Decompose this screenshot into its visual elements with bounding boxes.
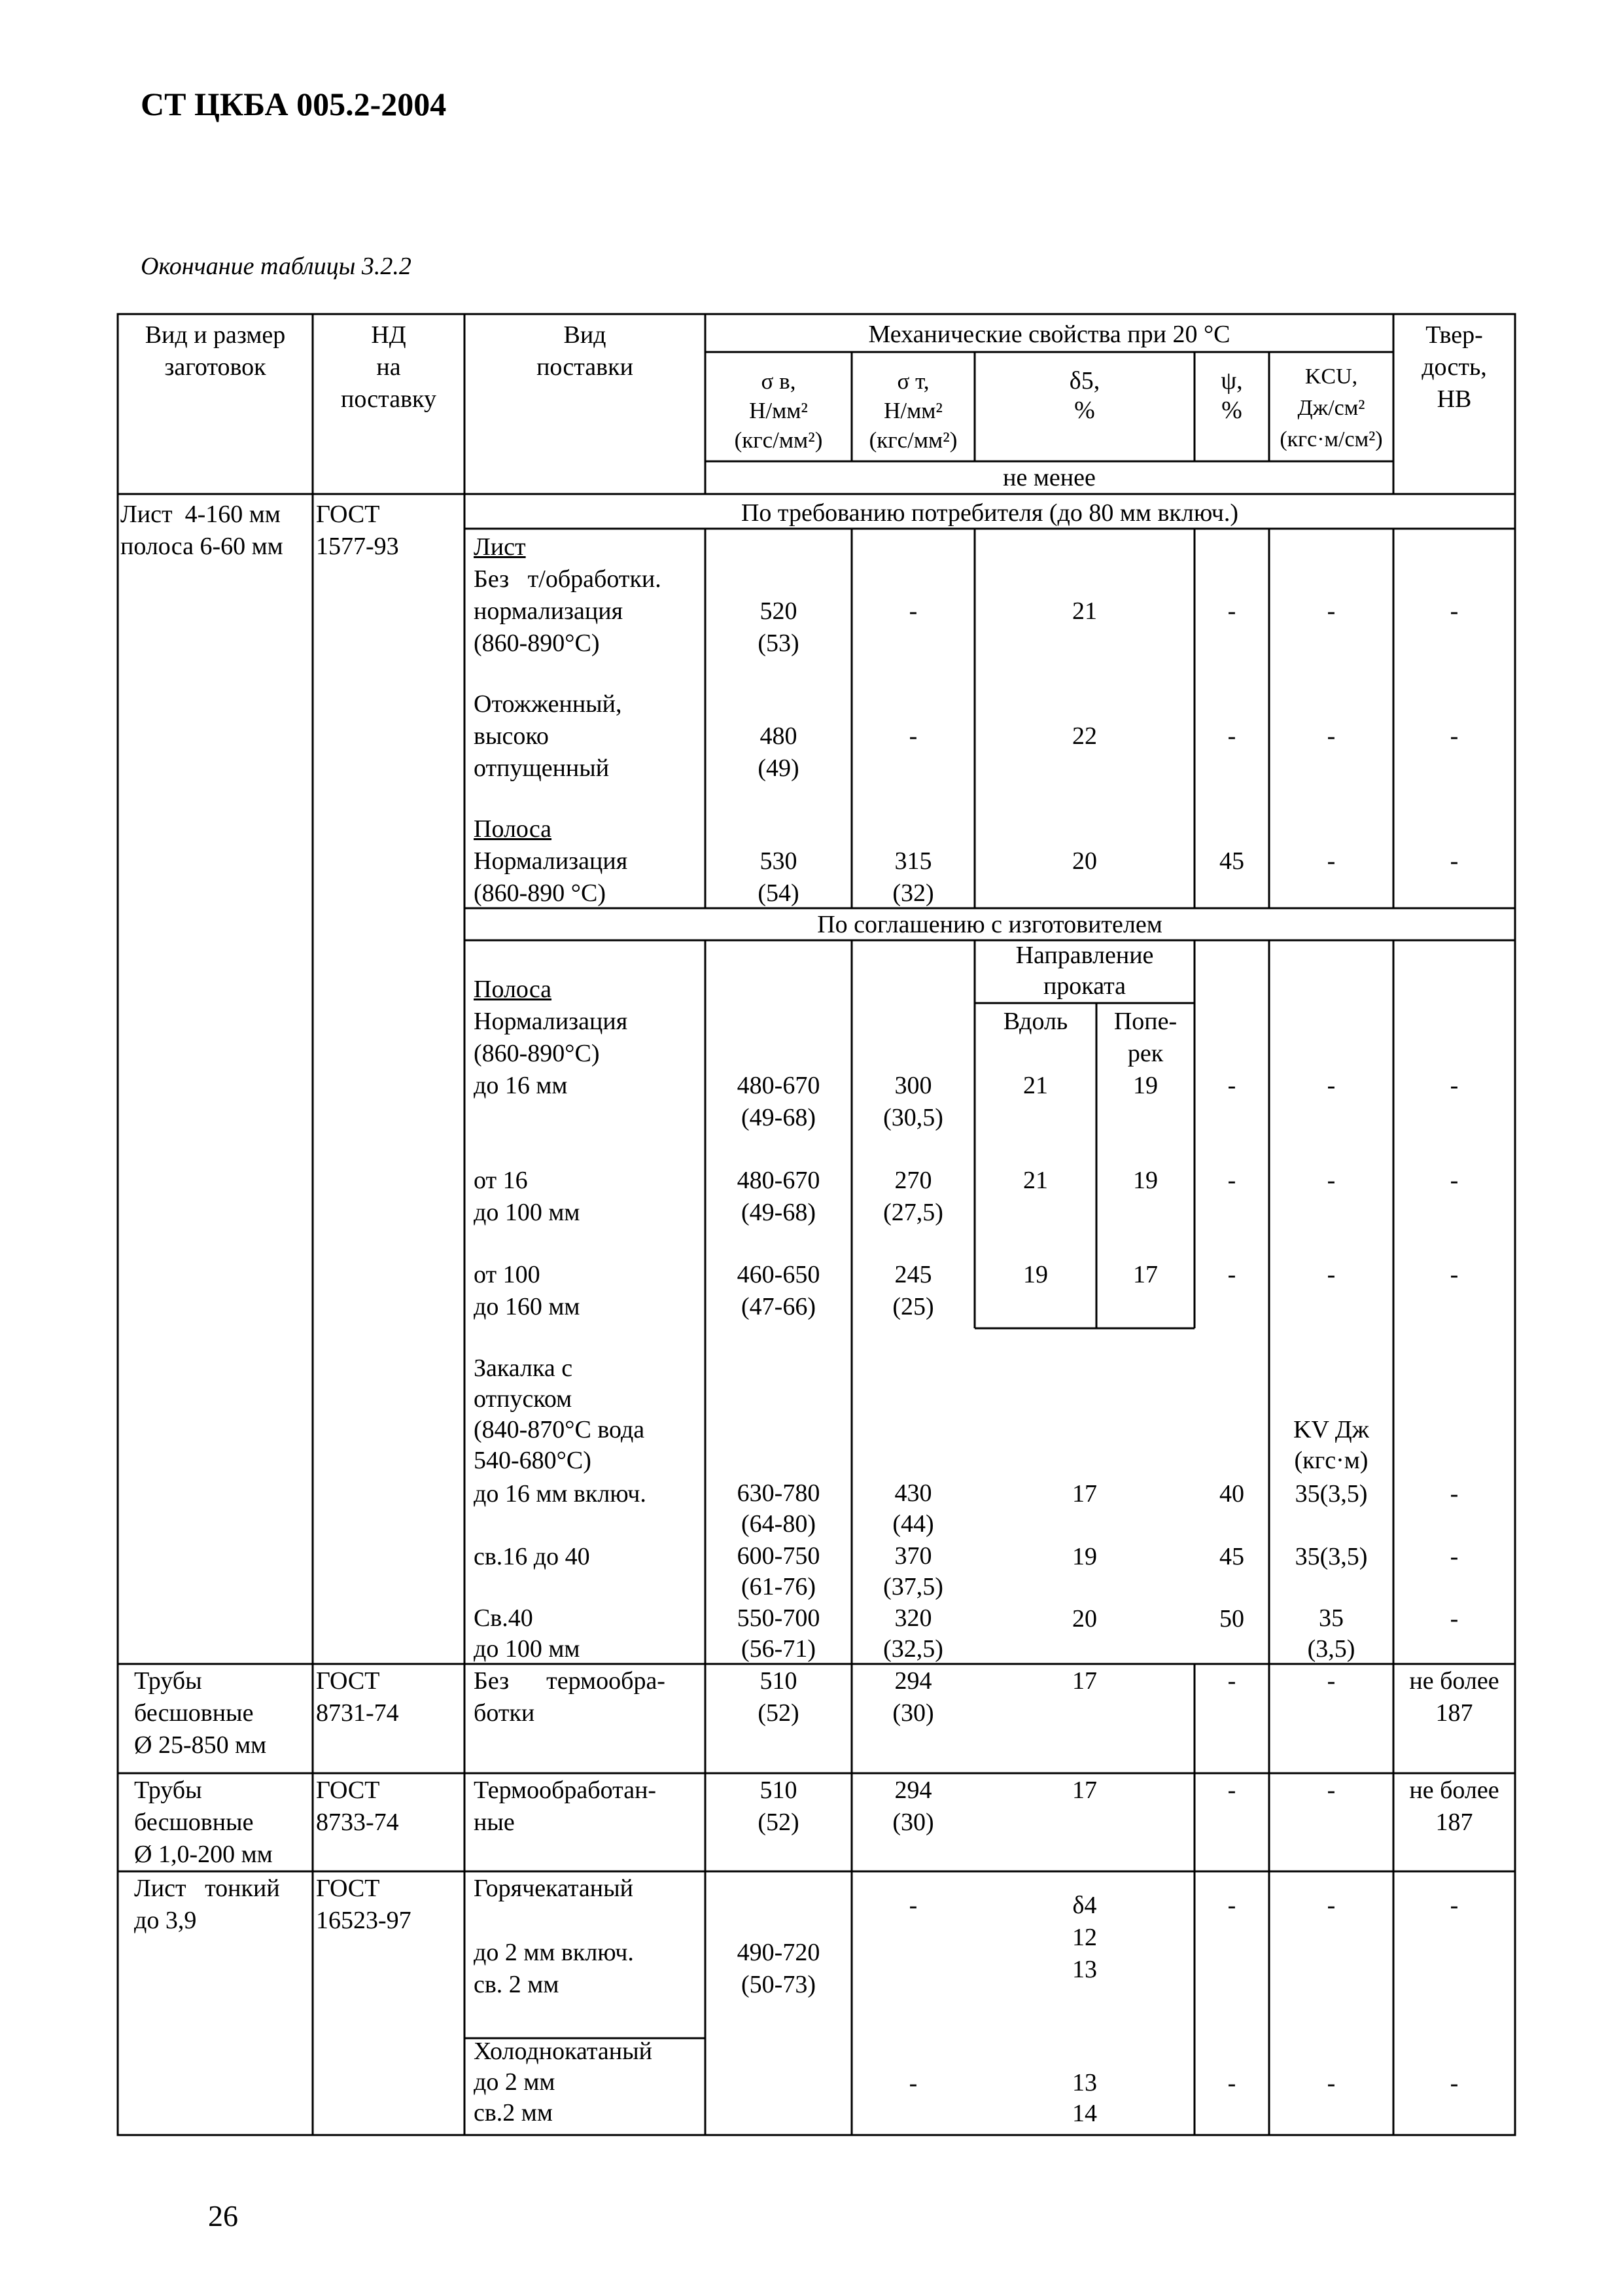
header-sigma-t: σ т, Н/мм² (кгс/мм²) bbox=[869, 368, 958, 453]
row7-sigma-t: 430 (44) bbox=[892, 1479, 934, 1538]
thin-sheet-nd: ГОСТ 16523-97 bbox=[316, 1875, 411, 1934]
cold-rolled-type: Холоднокатаный до 2 мм св.2 мм bbox=[474, 2038, 652, 2127]
pipes1-sigma-t: 294 (30) bbox=[892, 1667, 934, 1727]
pipes1-nd: ГОСТ 8731-74 bbox=[316, 1667, 399, 1727]
thin-sheet-name: Лист тонкий до 3,9 bbox=[134, 1875, 280, 1934]
row7-delta5: 17 bbox=[1072, 1480, 1097, 1508]
row6-sigma-t: 245 (25) bbox=[892, 1261, 934, 1320]
header-mech-properties: Механические свойства при 20 °С bbox=[868, 321, 1230, 348]
strip-label-2: Полоса bbox=[474, 976, 552, 1003]
row5-kcu: - bbox=[1327, 1167, 1336, 1194]
sheet-plate-nd: ГОСТ 1577-93 bbox=[316, 501, 399, 560]
pipes2-type: Термообработан- ные bbox=[474, 1776, 657, 1836]
row5-sigma-b: 480-670 (49-68) bbox=[737, 1167, 820, 1226]
document-code: СТ ЦКБА 005.2-2004 bbox=[141, 86, 447, 122]
pipes1-type: Без термообра- ботки bbox=[474, 1667, 665, 1727]
row2-delta5: 22 bbox=[1072, 722, 1097, 750]
row6-hardness: - bbox=[1450, 1261, 1459, 1288]
row7-sigma-b: 630-780 (64-80) bbox=[737, 1479, 820, 1538]
row4-kcu: - bbox=[1327, 1072, 1336, 1099]
header-sigma-b: σ в, Н/мм² (кгс/мм²) bbox=[734, 368, 823, 453]
pipes2-delta5: 17 bbox=[1072, 1776, 1097, 1804]
row7-hardness: - bbox=[1450, 1480, 1459, 1508]
pipes1-psi: - bbox=[1227, 1667, 1236, 1695]
row8-psi: 45 bbox=[1219, 1543, 1244, 1570]
header-delivery-type: Вид поставки bbox=[536, 321, 633, 381]
row5-type: от 16 до 100 мм bbox=[474, 1167, 580, 1226]
pipes1-delta5-value: 17 bbox=[1072, 1667, 1097, 1695]
row8-kcu: 35(3,5) bbox=[1295, 1543, 1368, 1570]
row6-kcu: - bbox=[1327, 1261, 1336, 1288]
cold-rolled-sigma-t: - bbox=[909, 2070, 918, 2097]
header-kcu: KCU, Дж/см² (кгс·м/см²) bbox=[1280, 364, 1383, 451]
row3-sigma-t: 315 (32) bbox=[892, 847, 934, 907]
header-delta5: δ5, % bbox=[1069, 367, 1100, 424]
pipes1-kcu: - bbox=[1327, 1667, 1336, 1695]
row9-hardness: - bbox=[1450, 1605, 1459, 1633]
cold-rolled-delta: 13 14 bbox=[1072, 2069, 1097, 2127]
pipes2-nd: ГОСТ 8733-74 bbox=[316, 1776, 399, 1836]
row5-psi: - bbox=[1227, 1167, 1236, 1194]
pipes2-sigma-b: 510 (52) bbox=[758, 1776, 799, 1836]
hot-rolled-hardness: - bbox=[1450, 1892, 1459, 1919]
row6-along: 19 bbox=[1023, 1261, 1048, 1288]
row7-psi: 40 bbox=[1219, 1480, 1244, 1508]
row4-hardness: - bbox=[1450, 1072, 1459, 1099]
hot-rolled-psi: - bbox=[1227, 1892, 1236, 1919]
pipes2-kcu: - bbox=[1327, 1776, 1336, 1804]
row1-sigma-b: 520 (53) bbox=[758, 597, 799, 657]
row9-sigma-b: 550-700 (56-71) bbox=[737, 1604, 820, 1663]
row1-hardness: - bbox=[1450, 597, 1459, 625]
row4-sigma-t: 300 (30,5) bbox=[883, 1072, 943, 1131]
rolling-direction-header: Направление проката bbox=[1015, 942, 1154, 1000]
quench-temper-type: Закалка с отпуском (840-870°С вода 540-680°С) bbox=[474, 1354, 645, 1474]
header-hardness: Твер- дость, НВ bbox=[1422, 321, 1487, 413]
row1-kcu: - bbox=[1327, 597, 1336, 625]
header-psi: ψ, % bbox=[1221, 367, 1243, 424]
row7-type: до 16 мм включ. bbox=[474, 1480, 646, 1508]
row3-psi: 45 bbox=[1219, 847, 1244, 875]
table-continuation-title: Окончание таблицы 3.2.2 bbox=[141, 253, 411, 280]
cold-rolled-psi: - bbox=[1227, 2070, 1236, 2097]
row1-sigma-t: - bbox=[909, 597, 918, 625]
hot-rolled-sigma-t: - bbox=[909, 1892, 918, 1919]
row8-hardness: - bbox=[1450, 1543, 1459, 1570]
row6-sigma-b: 460-650 (47-66) bbox=[737, 1261, 820, 1320]
header-blank-size: Вид и размер заготовок bbox=[145, 321, 286, 381]
row1-delta5: 21 bbox=[1072, 597, 1097, 625]
hot-rolled-type: Горячекатаный до 2 мм включ. св. 2 мм bbox=[474, 1875, 634, 1998]
header-nd: НД на поставку bbox=[341, 321, 436, 413]
row9-type: Св.40 до 100 мм bbox=[474, 1604, 580, 1663]
row8-sigma-t: 370 (37,5) bbox=[883, 1542, 943, 1600]
row9-delta5: 20 bbox=[1072, 1605, 1097, 1633]
row2-sigma-t: - bbox=[909, 722, 918, 750]
row2-hardness: - bbox=[1450, 722, 1459, 750]
pipes1-name: Трубы бесшовные Ø 25-850 мм bbox=[134, 1667, 267, 1759]
row8-delta5: 19 bbox=[1072, 1543, 1097, 1570]
row7-kcu: 35(3,5) bbox=[1295, 1480, 1368, 1508]
row9-psi: 50 bbox=[1219, 1605, 1244, 1633]
hot-rolled-delta4: δ4 12 13 bbox=[1072, 1892, 1097, 1983]
row4-sigma-b: 480-670 (49-68) bbox=[737, 1072, 820, 1131]
row3-type: Нормализация (860-890 °С) bbox=[474, 847, 628, 907]
row1-type: Без т/обработки. нормализация (860-890°С) bbox=[474, 565, 661, 657]
sheet-plate-name: Лист 4-160 мм полоса 6-60 мм bbox=[120, 501, 283, 560]
row6-across: 17 bbox=[1133, 1261, 1158, 1288]
row5-across: 19 bbox=[1133, 1167, 1158, 1194]
pipes1-sigma-b: 510 (52) bbox=[758, 1667, 799, 1727]
page-number: 26 bbox=[208, 2199, 238, 2233]
across-header: Попе- рек bbox=[1113, 1008, 1178, 1067]
row5-hardness: - bbox=[1450, 1167, 1459, 1194]
manufacturer-agreement-row: По соглашению с изготовителем bbox=[817, 911, 1162, 938]
row3-kcu: - bbox=[1327, 847, 1336, 875]
cold-rolled-hardness: - bbox=[1450, 2070, 1459, 2097]
row9-sigma-t: 320 (32,5) bbox=[883, 1604, 943, 1663]
pipes2-sigma-t: 294 (30) bbox=[892, 1776, 934, 1836]
row4-type: Нормализация (860-890°С) до 16 мм bbox=[474, 1008, 628, 1099]
strip-label: Полоса bbox=[474, 815, 552, 843]
row5-sigma-t: 270 (27,5) bbox=[883, 1167, 943, 1226]
header-not-less: не менее bbox=[1003, 464, 1096, 491]
kv-header: KV Дж (кгс·м) bbox=[1293, 1416, 1369, 1474]
row2-type: Отожженный, высоко отпущенный bbox=[474, 690, 622, 782]
pipes1-hardness: не более 187 bbox=[1409, 1667, 1499, 1727]
row5-along: 21 bbox=[1023, 1167, 1048, 1194]
row2-kcu: - bbox=[1327, 722, 1336, 750]
row4-along: 21 bbox=[1023, 1072, 1048, 1099]
pipes2-psi: - bbox=[1227, 1776, 1236, 1804]
pipes2-hardness: не более 187 bbox=[1409, 1776, 1499, 1836]
row3-hardness: - bbox=[1450, 847, 1459, 875]
row4-psi: - bbox=[1227, 1072, 1236, 1099]
pipes2-name: Трубы бесшовные Ø 1,0-200 мм bbox=[134, 1776, 273, 1868]
hot-rolled-kcu: - bbox=[1327, 1892, 1336, 1919]
sheet-label: Лист bbox=[474, 533, 526, 561]
row6-type: от 100 до 160 мм bbox=[474, 1261, 580, 1320]
row8-type: св.16 до 40 bbox=[474, 1543, 590, 1570]
row6-psi: - bbox=[1227, 1261, 1236, 1288]
cold-rolled-kcu: - bbox=[1327, 2070, 1336, 2097]
row1-psi: - bbox=[1227, 597, 1236, 625]
consumer-requirement-row: По требованию потребителя (до 80 мм включ.) bbox=[741, 499, 1239, 527]
row3-delta5: 20 bbox=[1072, 847, 1097, 875]
row9-kcu: 35 (3,5) bbox=[1307, 1604, 1355, 1663]
row2-sigma-b: 480 (49) bbox=[758, 722, 799, 782]
row8-sigma-b: 600-750 (61-76) bbox=[737, 1542, 820, 1600]
row4-across: 19 bbox=[1133, 1072, 1158, 1099]
row2-psi: - bbox=[1227, 722, 1236, 750]
row3-sigma-b: 530 (54) bbox=[758, 847, 799, 907]
hot-rolled-sigma-b: 490-720 (50-73) bbox=[737, 1939, 820, 1998]
along-header: Вдоль bbox=[1003, 1008, 1068, 1035]
